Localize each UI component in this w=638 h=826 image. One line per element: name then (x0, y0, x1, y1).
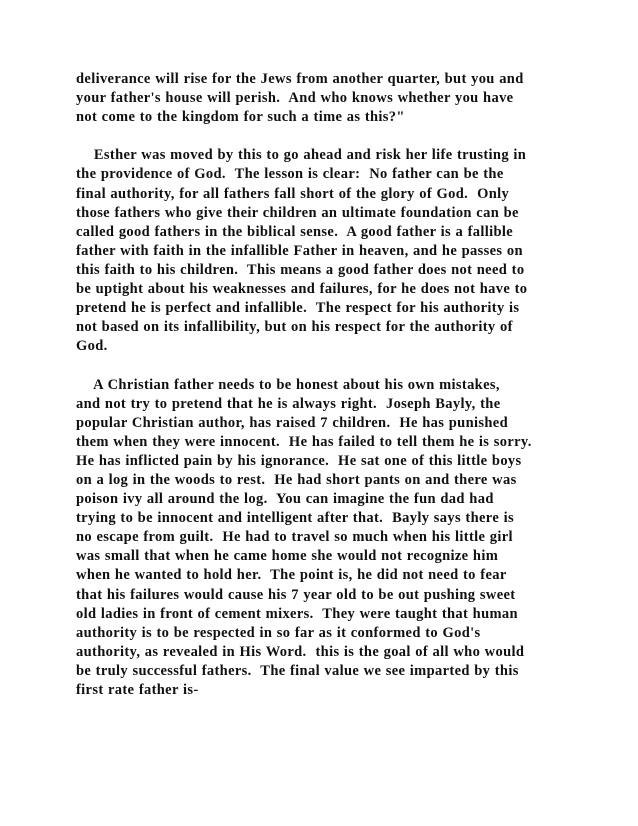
text-line: when he wanted to hold her. The point is, he did not need to fear (76, 567, 507, 584)
text-line: them when they were innocent. He has failed to tell them he is sorry. (76, 433, 532, 450)
paragraph-spacer (76, 356, 576, 375)
text-line: called good fathers in the biblical sense. A good father is a fallible (76, 223, 514, 240)
paragraph (76, 70, 576, 127)
text-line: old ladies in front of cement mixers. They were taught that human (76, 605, 518, 622)
text-line: God. (76, 338, 108, 355)
text-line: He has inflicted pain by his ignorance. He sat one of this little boys (76, 452, 522, 469)
text-line: and not try to pretend that he is always right. Joseph Bayly, the (76, 395, 501, 412)
text-line: be uptight about his weaknesses and failures, for he does not have to (76, 281, 528, 298)
text-line: first rate father is- (76, 682, 199, 698)
text-line: those fathers who give their children an ultimate foundation can be (76, 204, 519, 221)
text-line: your father's house will perish. And who knows whether you have (76, 90, 514, 107)
text-line: on a log in the woods to rest. He had short pants on and there was (76, 471, 517, 488)
text-line: pretend he is perfect and infallible. The respect for his authority is (76, 300, 520, 317)
text-line: authority, as revealed in His Word. this is the goal of all who would (76, 643, 525, 660)
paragraph-spacer (76, 127, 576, 146)
text-line: authority is to be respected in so far as it conformed to God's (76, 624, 481, 641)
text-line: this faith to his children. This means a good father does not need to (76, 261, 525, 278)
text-line: that his failures would cause his 7 year old to be out pushing sweet (76, 586, 516, 603)
text-line: deliverance will rise for the Jews from another quarter, but you and (76, 71, 524, 87)
text-line: was small that when he came home she would not recognize him (76, 548, 499, 565)
document-body (76, 70, 576, 700)
text-line: the providence of God. The lesson is clear: No father can be the (76, 166, 504, 183)
text-line: be truly successful fathers. The final value we see imparted by this (76, 662, 519, 679)
text-line: not based on its infallibility, but on his respect for the authority of (76, 319, 513, 336)
text-line: A Christian father needs to be honest about his own mistakes, (76, 376, 500, 393)
text-line: father with faith in the infallible Father in heaven, and he passes on (76, 242, 523, 259)
text-line: not come to the kingdom for such a time as this?" (76, 109, 405, 126)
text-line: poison ivy all around the log. You can imagine the fun dad had (76, 491, 494, 508)
text-line: popular Christian author, has raised 7 children. He has punished (76, 414, 508, 431)
paragraph (76, 146, 576, 356)
text-line: final authority, for all fathers fall short of the glory of God. Only (76, 185, 510, 202)
text-line: no escape from guilt. He had to travel so much when his little girl (76, 529, 513, 546)
text-line: trying to be innocent and intelligent after that. Bayly says there is (76, 510, 514, 527)
text-line: Esther was moved by this to go ahead and risk her life trusting in (76, 147, 527, 164)
paragraph (76, 376, 576, 701)
